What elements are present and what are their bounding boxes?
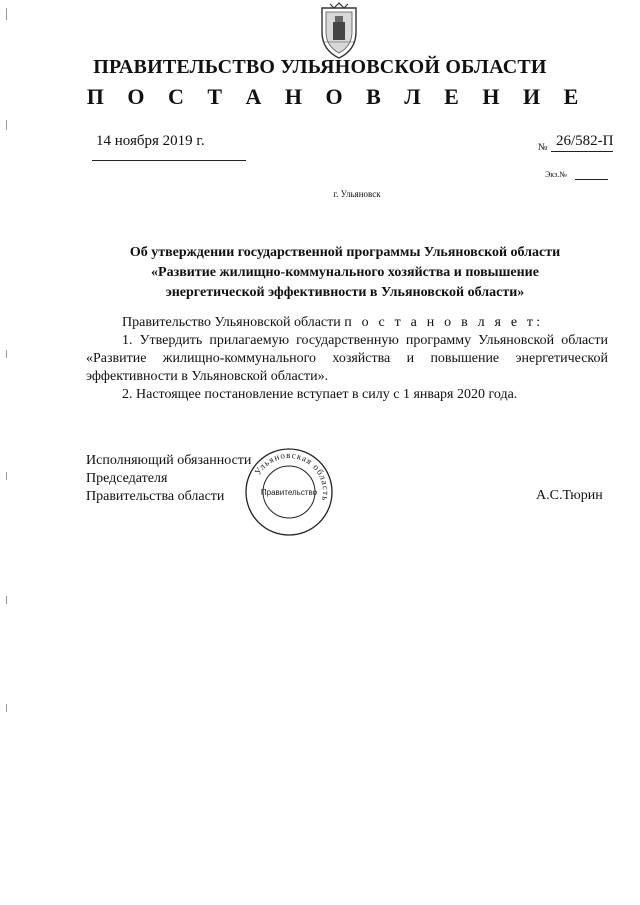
scan-margin-mark [6,8,11,20]
scan-margin-mark [6,120,11,130]
document-type-heading: П О С Т А Н О В Л Е Н И Е [86,84,588,109]
subject-line-2: «Развитие жилищно-коммунального хозяйства и повышение [151,265,539,280]
signatory-role-line-2: Председателя [86,471,168,486]
document-number: 26/582-П [556,133,614,149]
scan-margin-mark [6,472,11,480]
number-underline [551,151,613,152]
body-lead-text: Правительство Ульяновской области [122,315,341,330]
copy-number-label: Экз.№ [545,170,567,179]
document-date: 14 ноября 2019 г. [96,133,205,149]
number-label: № [538,142,548,153]
body-lead-action: п о с т а н о в л я е т: [344,315,544,330]
subject-line-3: энергетической эффективности в Ульяновской области» [165,285,525,300]
signatory-name: А.С.Тюрин [536,488,603,503]
body-lead-paragraph [86,314,608,332]
signatory-role-line-3: Правительства области [86,489,225,504]
city-name: г. Ульяновск [333,189,381,199]
scan-margin-mark [6,350,11,358]
official-seal-stamp [243,446,335,538]
date-underline [92,160,246,161]
body-item-2: 2. Настоящее постановление вступает в силу с 1 января 2020 года. [122,387,518,402]
signatory-role [86,452,251,506]
government-title: ПРАВИТЕЛЬСТВО УЛЬЯНОВСКОЙ ОБЛАСТИ [93,56,547,78]
signatory-role-line-1: Исполняющий обязанности [86,453,252,468]
svg-text:Правительство: Правительство [260,488,318,497]
coat-of-arms-emblem [318,2,360,60]
document-subject [100,243,590,303]
copy-number-underline [575,179,608,180]
subject-line-1: Об утверждении государственной программы Ульяновской области [129,245,561,260]
scan-margin-mark [6,704,11,712]
document-body [86,314,608,404]
body-item-1: 1. Утвердить прилагаемую государственную программу Ульяновской области «Развитие жилищно-коммунального хозяйства и повышение энергетической эффективности в Ульяновской области». [86,333,608,384]
scan-margin-mark [6,596,11,604]
svg-text:Ульяновская область: Ульяновская область [252,449,332,503]
